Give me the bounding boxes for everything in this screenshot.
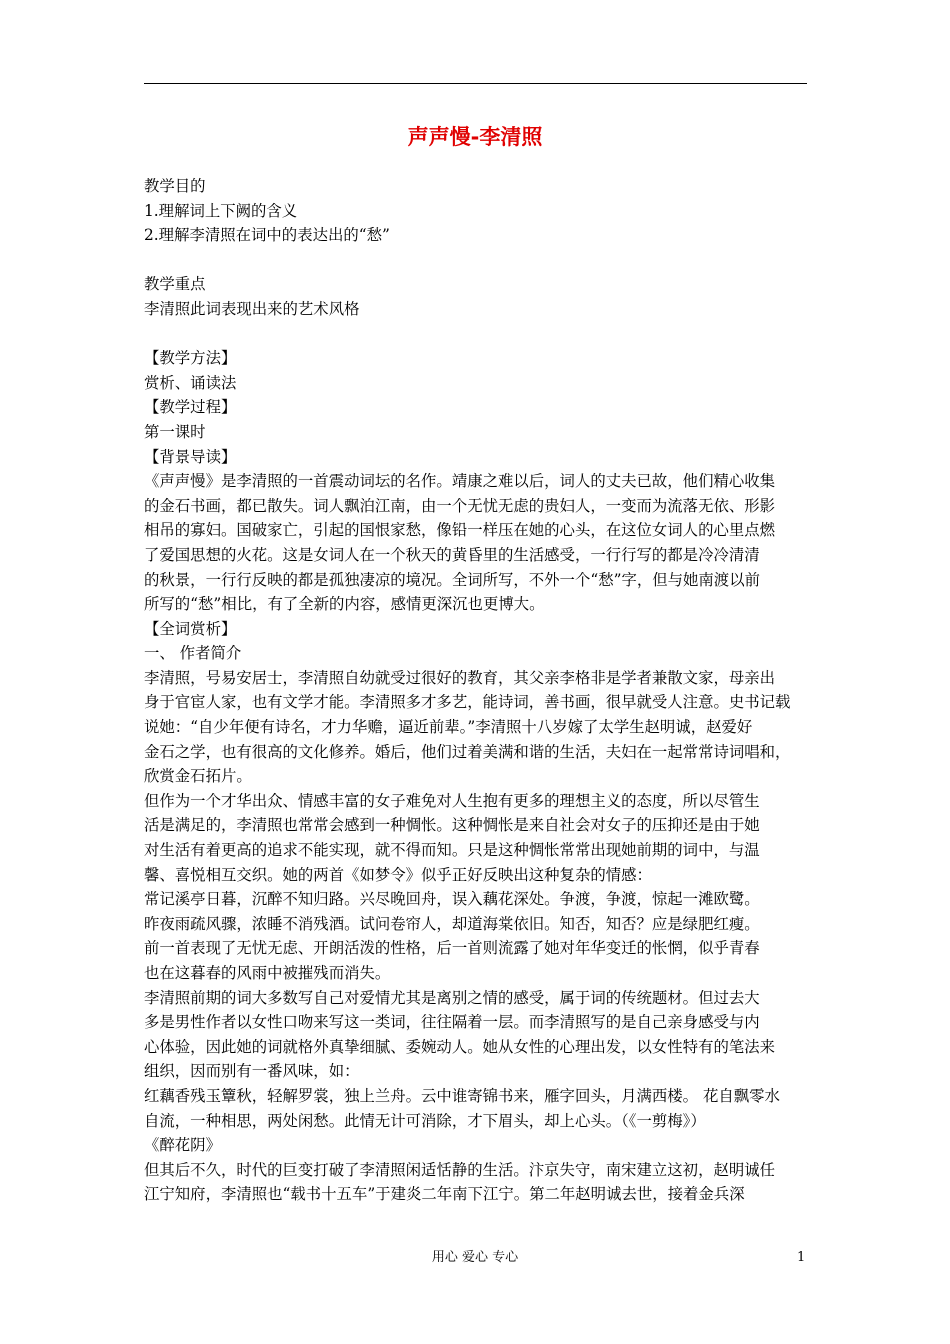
blank-line (144, 248, 814, 273)
body-line: 【教学方法】 (144, 349, 237, 368)
body-line: 李清照，号易安居士，李清照自幼就受过很好的教育，其父亲李格非是学者兼散文家，母亲出 (144, 668, 776, 687)
body-line: 心体验，因此她的词就格外真挚细腻、委婉动人。她从女性的心理出发，以女性特有的笔法来 (144, 1037, 776, 1056)
body-line: 1.理解词上下阙的含义 (144, 201, 298, 220)
footer-motto: 用心 爱心 专心 (431, 1250, 519, 1265)
document-body (144, 174, 814, 1207)
body-line: 了爱国思想的火花。这是女词人在一个秋天的黄昏里的生活感受，一行行写的都是冷冷清清 (144, 545, 760, 564)
body-line: 但其后不久，时代的巨变打破了李清照闲适恬静的生活。汴京失守，南宋建立这初，赵明诚任 (144, 1160, 776, 1179)
body-line: 所写的“愁”相比，有了全新的内容，感情更深沉也更博大。 (144, 595, 545, 614)
body-line: 红藕香残玉簟秋，轻解罗裳，独上兰舟。云中谁寄锦书来，雁字回头，月满西楼。 花自飘零水 (144, 1086, 780, 1105)
body-line: 教学重点 (144, 275, 206, 294)
body-line: 金石之学，也有很高的文化修养。婚后，他们过着美满和谐的生活，夫妇在一起常常诗词唱和， (144, 742, 791, 761)
body-line: 馨、喜悦相互交织。她的两首《如梦令》似乎正好反映出这种复杂的情感： (144, 865, 652, 884)
body-line: 《醉花阴》 (144, 1136, 221, 1155)
body-line: 但作为一个才华出众、情感丰富的女子难免对人生抱有更多的理想主义的态度，所以尽管生 (144, 791, 760, 810)
body-line: 的金石书画，都已散失。词人飘泊江南，由一个无忧无虑的贵妇人，一变而为流落无依、形影 (144, 496, 776, 515)
body-line: 活是满足的，李清照也常常会感到一种惆怅。这种惆怅是来自社会对女子的压抑还是由于她 (144, 816, 760, 835)
body-line: 【背景导读】 (144, 447, 237, 466)
page-number: 1 (797, 1250, 806, 1265)
body-line: 江宁知府，李清照也“载书十五车”于建炎二年南下江宁。第二年赵明诚去世，接着金兵深 (144, 1185, 745, 1204)
body-line: 的秋景，一行行反映的都是孤独凄凉的境况。全词所写，不外一个“愁”字，但与她南渡以前 (144, 570, 760, 589)
body-line: 多是男性作者以女性口吻来写这一类词，往往隔着一层。而李清照写的是自己亲身感受与内 (144, 1013, 760, 1032)
body-line: 【教学过程】 (144, 398, 237, 417)
body-line: 自流，一种相思，两处闲愁。此情无计可消除，才下眉头，却上心头。（《一剪梅》） (144, 1111, 706, 1130)
body-line: 身于官宦人家，也有文学才能。李清照多才多艺，能诗词，善书画，很早就受人注意。史书记载 (144, 693, 791, 712)
body-line: 昨夜雨疏风骤，浓睡不消残酒。试问卷帘人，却道海棠依旧。知否，知否？应是绿肥红瘦。 (144, 914, 760, 933)
body-line: 组织，因而别有一番风味，如： (144, 1062, 360, 1081)
body-line: 2.理解李清照在词中的表达出的“愁” (144, 226, 390, 245)
body-line: 欣赏金石拓片。 (144, 767, 252, 786)
body-line: 一、 作者简介 (144, 644, 242, 663)
body-line: 李清照前期的词大多数写自己对爱情尤其是离别之情的感受，属于词的传统题材。但过去大 (144, 988, 760, 1007)
body-line: 前一首表现了无忧无虑、开朗活泼的性格，后一首则流露了她对年华变迁的怅惘，似乎青春 (144, 939, 760, 958)
body-line: 教学目的 (144, 177, 206, 195)
header-rule (144, 83, 807, 84)
body-line: 第一课时 (144, 422, 206, 441)
body-line: 说她：“自少年便有诗名，才力华赡，逼近前辈。”李清照十八岁嫁了太学生赵明诚，赵爱好 (144, 718, 753, 737)
blank-line (144, 322, 814, 347)
body-line: 常记溪亭日暮，沉醉不知归路。兴尽晚回舟，误入藕花深处。争渡，争渡，惊起一滩欧鹭。 (144, 890, 760, 909)
body-line: 赏析、诵读法 (144, 373, 237, 392)
document-title: 声声慢-李清照 (407, 125, 543, 149)
body-line: 《声声慢》是李清照的一首震动词坛的名作。靖康之难以后，词人的丈夫已故，他们精心收集 (144, 472, 776, 491)
body-line: 【全词赏析】 (144, 619, 237, 638)
body-line: 相吊的寡妇。国破家亡，引起的国恨家愁，像铅一样压在她的心头，在这位女词人的心里点燃 (144, 521, 776, 540)
body-line: 也在这暮春的风雨中被摧残而消失。 (144, 964, 391, 982)
body-line: 对生活有着更高的追求不能实现，就不得而知。只是这种惆怅常常出现她前期的词中，与温 (144, 841, 760, 860)
body-line: 李清照此词表现出来的艺术风格 (144, 299, 360, 318)
